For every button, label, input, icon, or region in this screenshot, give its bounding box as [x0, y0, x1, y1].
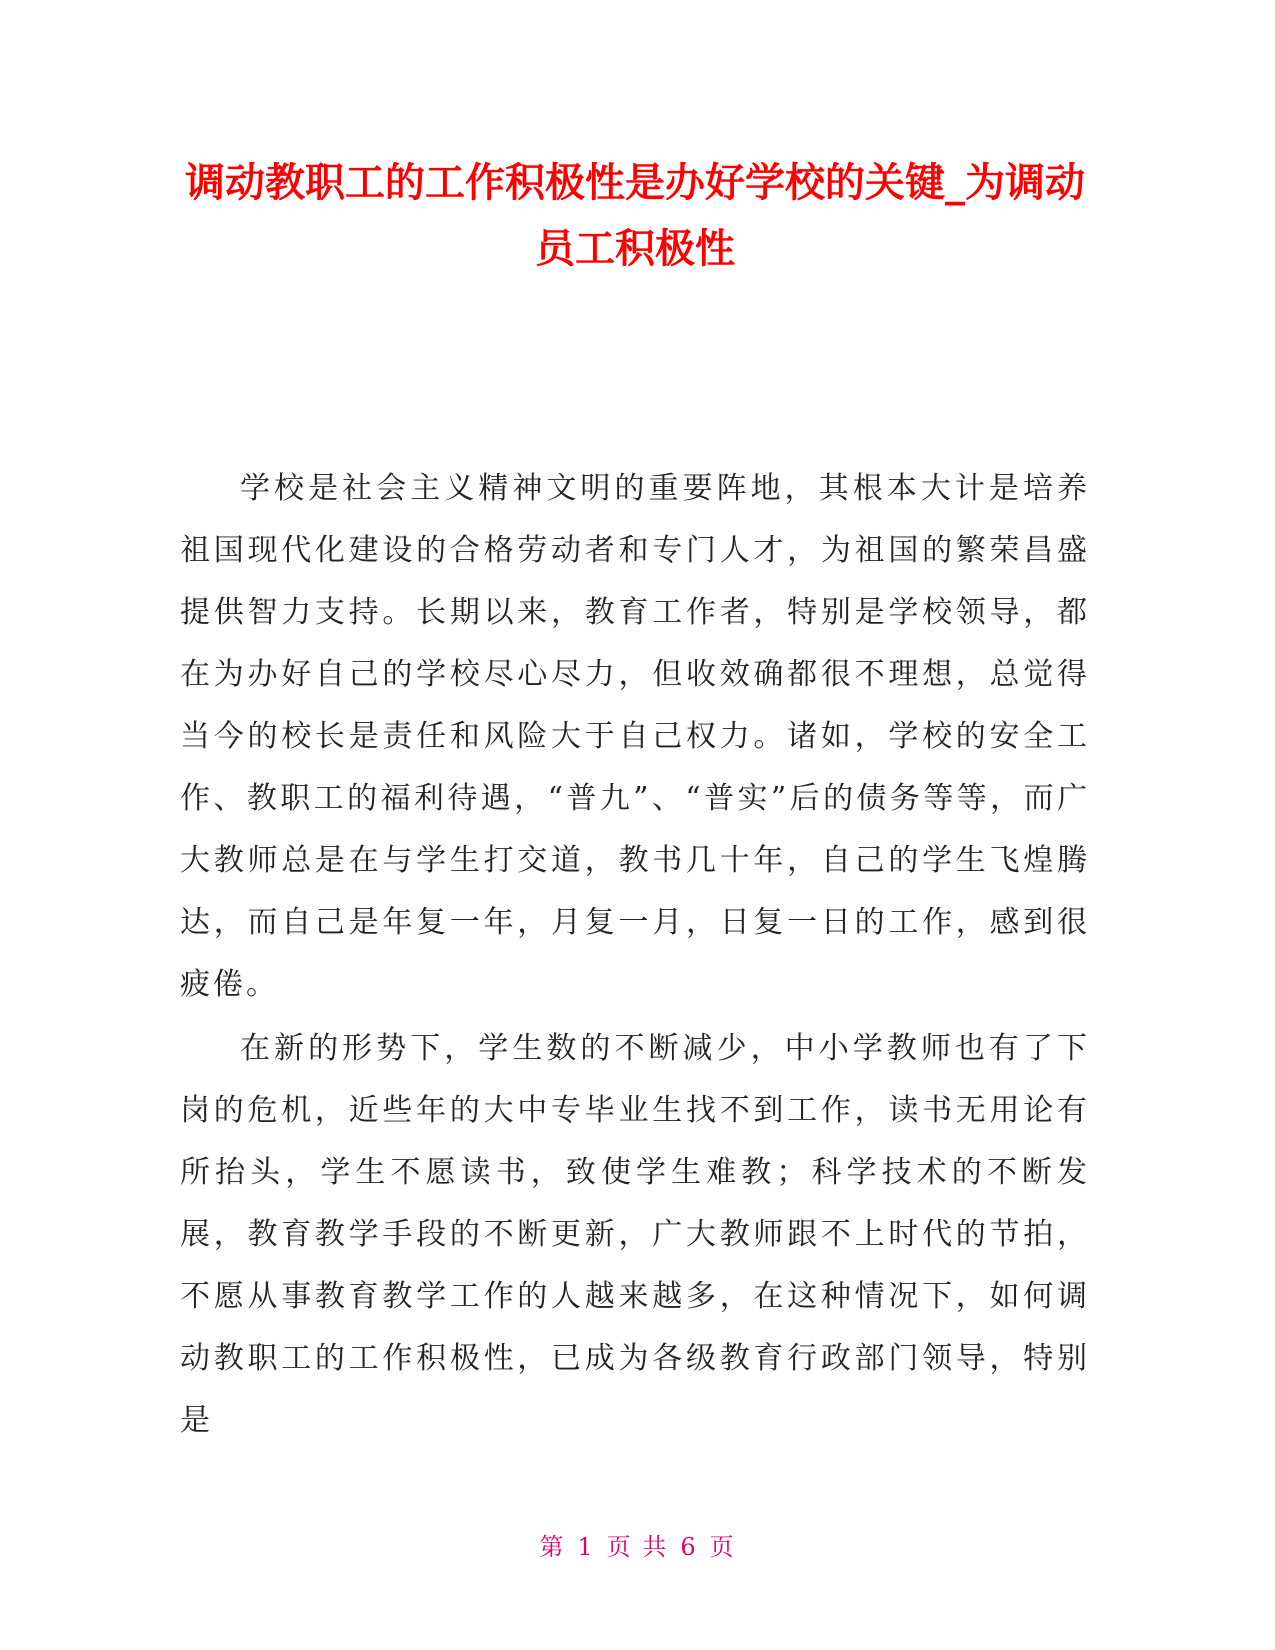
document-title: 调动教职工的工作积极性是办好学校的关键_为调动员工积极性 [185, 160, 1085, 272]
footer-current-page: 1 [577, 1533, 595, 1561]
footer-suffix: 页 [709, 1533, 736, 1561]
paragraph-2: 在新的形势下，学生数的不断减少，中小学教师也有了下岗的危机，近些年的大中专毕业生找不到工作，读书无用论有所抬头，学生不愿读书，致使学生难教；科学技术的不断发展，教育教学手段的不断更新，广大教师跟不上时代的节拍，不愿从事教育教学工作的人越来越多，在这种情况下，如何调动教职工的工作积极性，已成为各级教育行政部门领导，特别是 [180, 1031, 1090, 1438]
footer-middle: 页 共 [606, 1533, 669, 1561]
paragraph-1: 学校是社会主义精神文明的重要阵地，其根本大计是培养祖国现代化建设的合格劳动者和专门人才，为祖国的繁荣昌盛提供智力支持。长期以来，教育工作者，特别是学校领导，都在为办好自己的学校尽心尽力，但收效确都很不理想，总觉得当今的校长是责任和风险大于自己权力。诸如，学校的安全工作、教职工的福利待遇，“普九”、“普实”后的债务等等，而广大教师总是在与学生打交道，教书几十年，自己的学生飞煌腾达，而自己是年复一年，月复一月，日复一日的工作，感到很疲倦。 [180, 471, 1090, 1002]
footer-prefix: 第 [539, 1533, 566, 1561]
page-footer [0, 1532, 1275, 1562]
footer-total-pages: 6 [680, 1533, 698, 1561]
document-body [180, 458, 1090, 1454]
